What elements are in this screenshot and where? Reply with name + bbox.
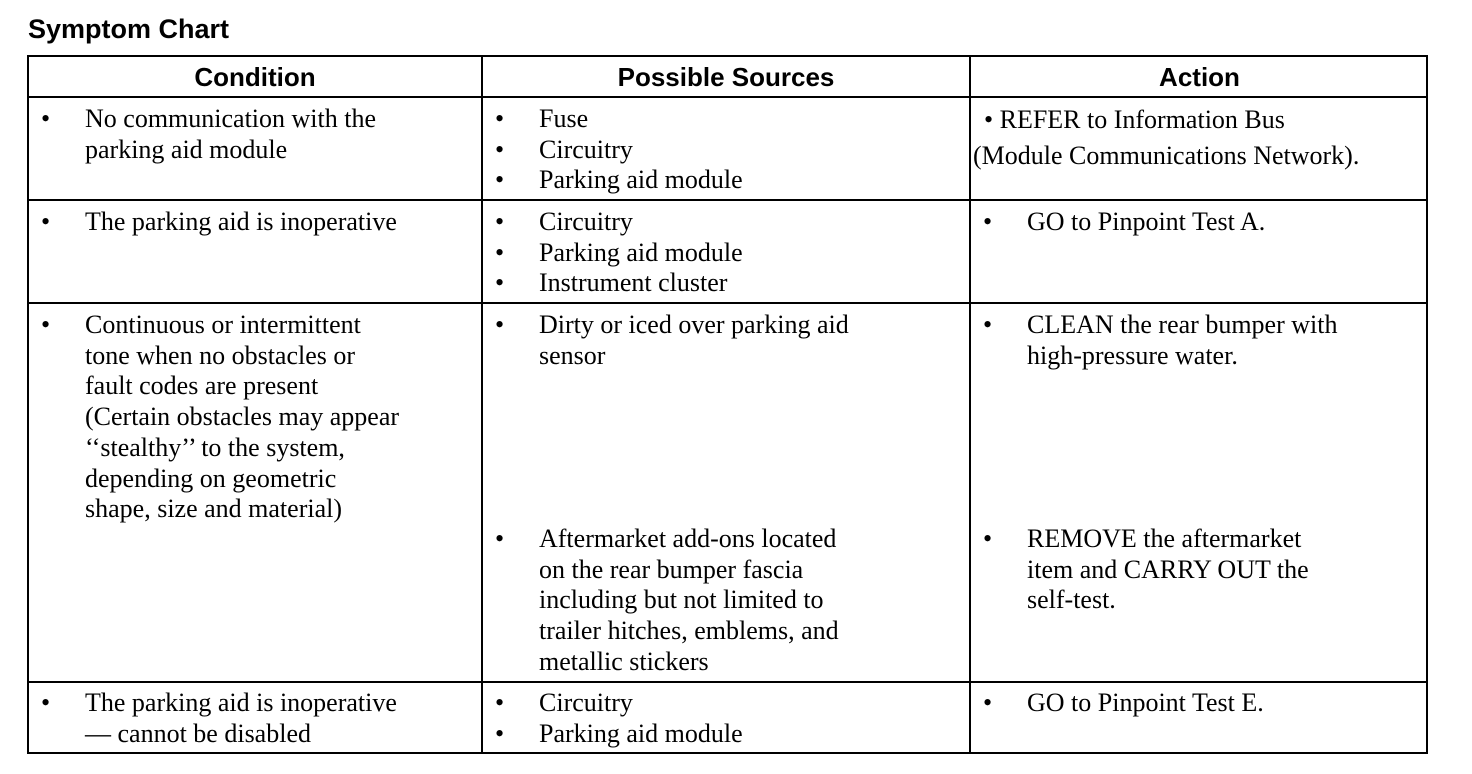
source-text: Instrument cluster	[539, 268, 728, 298]
row-divider	[29, 302, 1426, 304]
sources-cell	[483, 310, 969, 371]
action-item	[971, 310, 1428, 371]
condition-text: The parking aid is inoperative	[85, 207, 397, 236]
source-text: Circuitry	[539, 207, 633, 236]
column-divider	[969, 57, 971, 752]
action-cell	[971, 310, 1428, 371]
page-title: Symptom Chart	[28, 14, 230, 44]
row-divider	[29, 681, 1426, 683]
action-text: • REFER to Information Bus	[984, 105, 1285, 134]
action-cell	[971, 207, 1428, 238]
table-row	[29, 104, 481, 165]
symptom-table	[27, 55, 1428, 754]
bullet: •	[495, 310, 505, 339]
bullet: •	[983, 524, 993, 553]
source-text: Aftermarket add-ons located on the rear bumper fascia including but not limited to trailer hitches, emblems, and metallic stickers	[539, 524, 839, 676]
bullet: •	[983, 207, 993, 236]
condition-text: Continuous or intermittent tone when no obstacles or fault codes are present (Certain obstacles may appear ‘‘stealthy’’ to the system, depending on geometric shape, size and material)	[85, 310, 400, 524]
source-text: Parking aid module	[539, 718, 743, 748]
header-action: Action	[1159, 62, 1240, 92]
bullet: •	[983, 310, 993, 339]
source-text: Parking aid module	[539, 165, 743, 195]
source-item	[483, 524, 969, 678]
condition-item	[29, 310, 481, 525]
bullet: •	[495, 104, 505, 133]
bullet: •	[41, 310, 51, 339]
source-text: Circuitry	[539, 134, 633, 164]
table-row	[29, 310, 481, 525]
bullet: •	[495, 524, 505, 553]
bullet: •	[41, 207, 51, 236]
header-possible-sources: Possible Sources	[617, 62, 835, 92]
action-text: CLEAN the rear bumper with high-pressure water.	[1027, 310, 1338, 370]
action-item	[971, 688, 1428, 719]
source-item	[483, 135, 969, 166]
bullet: •	[495, 207, 505, 236]
action-text: GO to Pinpoint Test A.	[1027, 207, 1266, 236]
source-item	[483, 104, 969, 135]
action-cell	[971, 524, 1428, 616]
source-text: Fuse	[539, 104, 589, 133]
table-row	[29, 688, 481, 749]
action-item	[971, 207, 1428, 238]
source-item	[483, 310, 969, 371]
sources-cell	[483, 688, 969, 749]
source-text: Circuitry	[539, 688, 633, 717]
action-item	[971, 524, 1428, 616]
sources-cell	[483, 104, 969, 196]
row-divider	[29, 199, 1426, 201]
bullet: •	[495, 237, 505, 267]
action-cell	[971, 688, 1428, 719]
table-row	[29, 207, 481, 238]
bullet: •	[495, 134, 505, 164]
bullet: •	[495, 165, 505, 195]
condition-text: The parking aid is inoperative — cannot be disabled	[85, 688, 397, 748]
condition-item	[29, 104, 481, 165]
bullet: •	[41, 104, 51, 133]
source-item	[483, 207, 969, 238]
action-text: REMOVE the aftermarket item and CARRY OUT the self-test.	[1027, 524, 1309, 615]
action-text: GO to Pinpoint Test E.	[1027, 688, 1264, 717]
source-text: Parking aid module	[539, 237, 743, 267]
source-item	[483, 165, 969, 196]
sources-cell	[483, 524, 969, 678]
source-text: Dirty or iced over parking aid sensor	[539, 310, 849, 370]
condition-item	[29, 688, 481, 749]
header-condition: Condition	[194, 62, 316, 92]
bullet: •	[495, 718, 505, 748]
condition-text: No communication with the parking aid module	[85, 104, 377, 164]
source-item	[483, 719, 969, 750]
action-text: (Module Communications Network).	[973, 141, 1360, 170]
condition-item	[29, 207, 481, 238]
source-item	[483, 688, 969, 719]
sources-cell	[483, 207, 969, 299]
source-item	[483, 238, 969, 269]
bullet: •	[983, 688, 993, 717]
bullet: •	[495, 268, 505, 298]
bullet: •	[495, 688, 505, 717]
bullet: •	[41, 688, 51, 717]
source-item	[483, 268, 969, 299]
